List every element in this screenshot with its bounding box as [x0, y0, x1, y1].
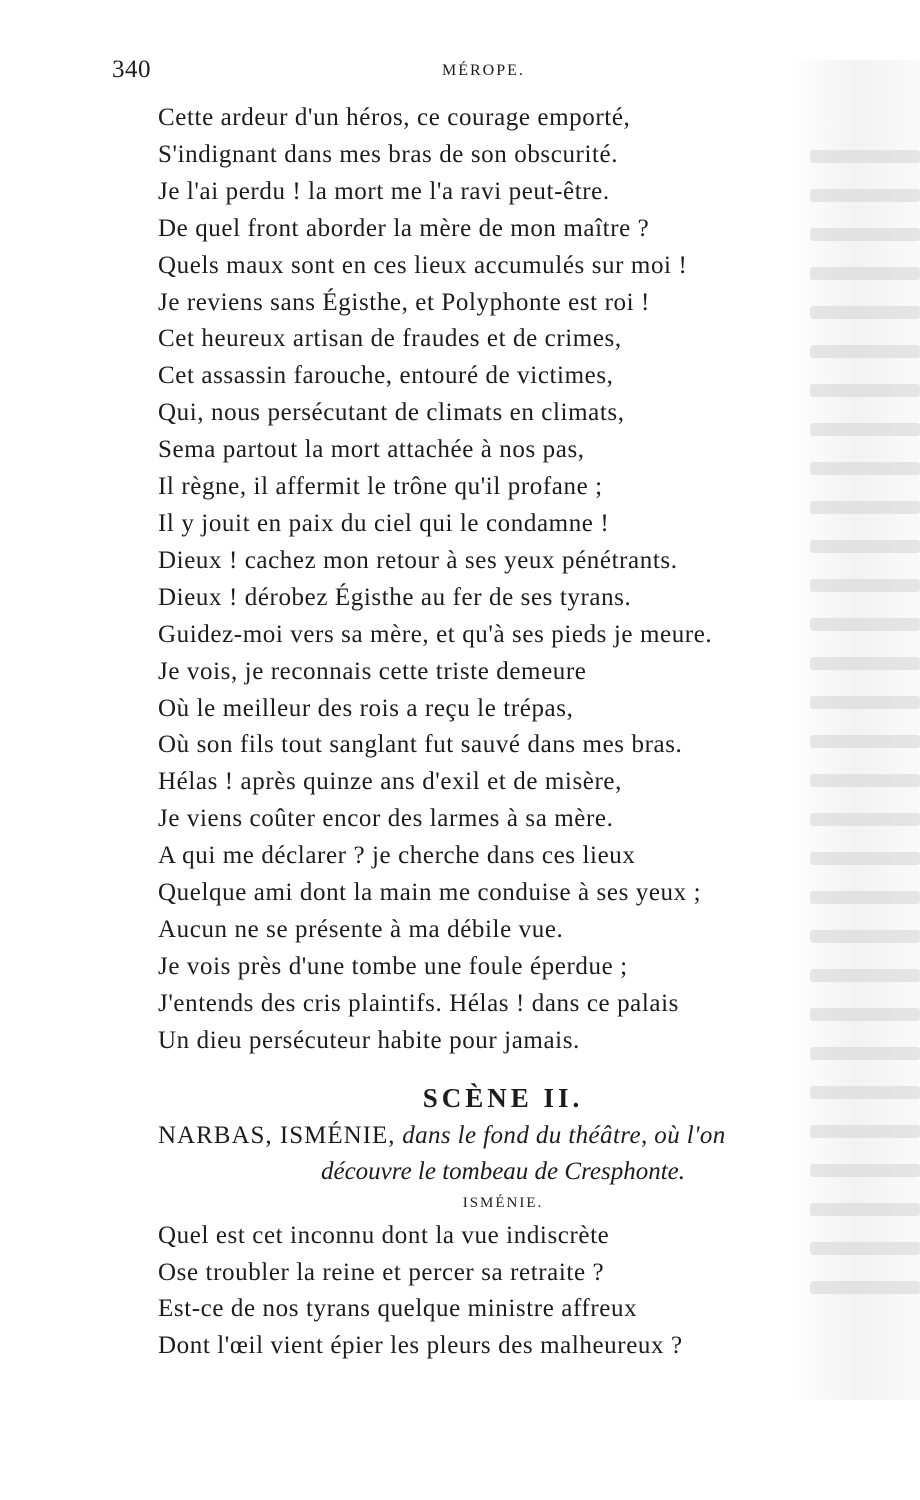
scene-heading: SCÈNE II.	[422, 1083, 584, 1113]
page-number: 340	[112, 56, 151, 83]
verse-line: Je vois, je reconnais cette triste demeure	[158, 657, 587, 685]
stage-direction: dans le fond du théâtre, où l'on	[395, 1122, 726, 1149]
verse-line: Guidez-moi vers sa mère, et qu'à ses pieds je meure.	[158, 620, 713, 648]
verse-line: Est-ce de nos tyrans quelque ministre affreux	[158, 1295, 638, 1322]
verse-line: Il règne, il affermit le trône qu'il profane ;	[158, 473, 603, 501]
verse-line: Sema partout la mort attachée à nos pas,	[158, 436, 585, 464]
verse-line: Je vois près d'une tombe une foule éperdue ;	[158, 952, 628, 980]
verse-line: Ose troubler la reine et percer sa retraite ?	[158, 1258, 605, 1286]
verse-line: Aucun ne se présente à ma débile vue.	[158, 915, 564, 943]
verse-line: Dont l'œil vient épier les pleurs des malheureux ?	[158, 1331, 683, 1359]
verse-line: Où son fils tout sanglant fut sauvé dans mes bras.	[158, 731, 683, 759]
verse-line: Quel est cet inconnu dont la vue indiscrète	[158, 1222, 610, 1249]
speaker-name: ISMÉNIE.	[462, 1195, 544, 1211]
page-header	[112, 56, 672, 90]
verse-line: Cet heureux artisan de fraudes et de crimes,	[158, 325, 622, 353]
verse-block	[158, 100, 838, 1060]
verse-line: A qui me déclarer ? je cherche dans ces lieux	[158, 842, 636, 870]
scene-section	[158, 1078, 838, 1364]
verse-line: Je reviens sans Égisthe, et Polyphonte est roi !	[158, 288, 650, 316]
verse-line: S'indignant dans mes bras de son obscurité.	[158, 140, 619, 168]
verse-line: Où le meilleur des rois a reçu le trépas,	[158, 694, 574, 722]
verse-line: De quel front aborder la mère de mon maître ?	[158, 214, 650, 242]
verse-line: Je l'ai perdu ! la mort me l'a ravi peut-être.	[158, 177, 610, 205]
running-title: MÉROPE.	[442, 62, 525, 79]
scene-characters-line	[158, 1118, 838, 1154]
scene-verse-block	[158, 1218, 838, 1364]
verse-line: Il y jouit en paix du ciel qui le condamne !	[158, 509, 610, 537]
verse-line: Quels maux sont en ces lieux accumulés sur moi !	[158, 251, 688, 279]
verse-line: Dieux ! dérobez Égisthe au fer de ses tyrans.	[158, 583, 632, 611]
verse-line: Qui, nous persécutant de climats en climats,	[158, 399, 625, 427]
verse-line: Dieux ! cachez mon retour à ses yeux pénétrants.	[158, 546, 678, 574]
verse-line: Cet assassin farouche, entouré de victimes,	[158, 362, 614, 390]
stage-direction-continued: découvre le tombeau de Cresphonte.	[320, 1158, 685, 1185]
verse-line: J'entends des cris plaintifs. Hélas ! dans ce palais	[158, 989, 679, 1017]
verse-line: Cette ardeur d'un héros, ce courage emporté,	[158, 104, 631, 131]
verse-line: Un dieu persécuteur habite pour jamais.	[158, 1026, 580, 1054]
verse-line: Je viens coûter encor des larmes à sa mère.	[158, 805, 614, 833]
verse-line: Quelque ami dont la main me conduise à ses yeux ;	[158, 879, 702, 907]
scene-characters: NARBAS, ISMÉNIE,	[158, 1122, 396, 1149]
verse-line: Hélas ! après quinze ans d'exil et de misère,	[158, 768, 622, 796]
